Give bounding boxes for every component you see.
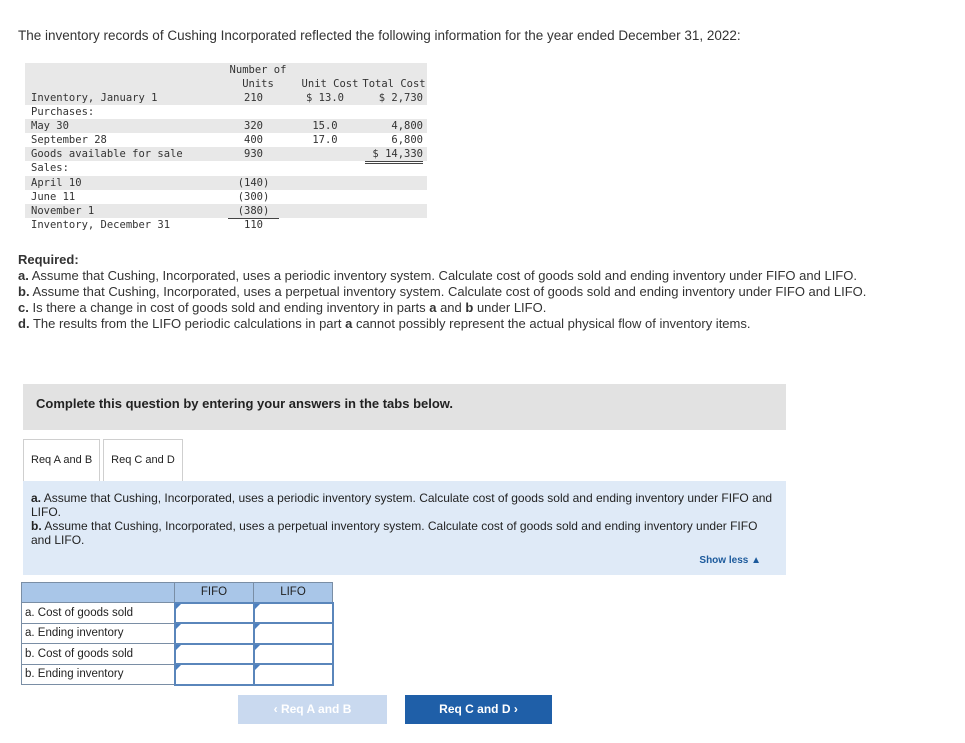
row-unit-cost: $ 13.0	[306, 92, 344, 104]
req-text: The results from the LIFO periodic calculations in part	[32, 316, 346, 331]
table-row	[25, 161, 427, 175]
requirement-a	[18, 268, 878, 284]
req-text: under LIFO.	[473, 300, 547, 315]
row-label: May 30	[31, 120, 69, 133]
tab-bar	[23, 439, 186, 481]
row-label: September 28	[31, 134, 107, 147]
req-text: cannot possibly represent the actual physical flow of inventory items.	[352, 316, 751, 331]
row-label: Goods available for sale	[31, 148, 183, 161]
instruction-panel	[23, 481, 786, 575]
required-title: Required:	[18, 252, 79, 267]
intro-text: The inventory records of Cushing Incorporated reflected the following information for the year ended December 31, 2022:	[18, 28, 741, 43]
lifo-ending-inventory-periodic-input[interactable]	[254, 623, 333, 644]
requirement-d	[18, 316, 878, 332]
unit-cost-header: Unit Cost	[301, 78, 359, 90]
tab-req-c-and-d[interactable]: Req C and D	[103, 439, 183, 481]
inventory-table-header	[25, 63, 427, 91]
table-row	[22, 644, 333, 665]
req-letter: d.	[18, 316, 30, 331]
lifo-cogs-perpetual-input[interactable]	[254, 644, 333, 665]
requirement-c	[18, 300, 878, 316]
table-row	[22, 623, 333, 644]
fifo-header: FIFO	[175, 583, 254, 603]
row-label: Inventory, December 31	[31, 218, 171, 231]
row-total-cost: $ 14,330	[365, 147, 423, 164]
row-units: (140)	[237, 176, 270, 189]
row-units: (380)	[228, 204, 279, 219]
units-header-line2: Units	[242, 78, 274, 90]
lifo-header: LIFO	[254, 583, 333, 603]
prev-tab-button[interactable]: ‹ Req A and B	[238, 695, 387, 724]
row-total-cost: $ 2,730	[378, 92, 423, 104]
next-tab-button[interactable]: Req C and D ›	[405, 695, 552, 724]
panel-part-b	[31, 519, 778, 547]
table-row	[25, 91, 427, 105]
table-row	[25, 204, 427, 218]
row-units: 400	[228, 133, 279, 148]
req-text: Assume that Cushing, Incorporated, uses a perpetual inventory system. Calculate cost of goods sold and ending inventory under FIFO and LIFO.	[32, 284, 867, 299]
lifo-ending-inventory-perpetual-input[interactable]	[254, 664, 333, 685]
panel-letter: a.	[31, 491, 42, 505]
table-row	[25, 176, 427, 190]
input-marker-icon	[176, 624, 181, 629]
req-part-ref: b	[465, 300, 474, 315]
answer-row-label: b. Cost of goods sold	[22, 644, 175, 665]
panel-text: Assume that Cushing, Incorporated, uses a periodic inventory system. Calculate cost of goods sold and ending inventory under FIFO and LIFO.	[31, 491, 773, 519]
row-units: 110	[244, 218, 263, 231]
fifo-ending-inventory-periodic-input[interactable]	[175, 623, 254, 644]
fifo-cogs-perpetual-input[interactable]	[175, 644, 254, 665]
table-row	[25, 105, 427, 119]
row-unit-cost: 17.0	[312, 134, 338, 147]
answer-row-label: b. Ending inventory	[22, 664, 175, 685]
input-marker-icon	[176, 604, 181, 609]
table-row	[25, 147, 427, 161]
row-label: April 10	[31, 176, 82, 189]
input-marker-icon	[176, 665, 181, 670]
req-text: Is there a change in cost of goods sold and ending inventory in parts	[32, 300, 430, 315]
requirement-b	[18, 284, 878, 300]
fifo-ending-inventory-perpetual-input[interactable]	[175, 664, 254, 685]
input-marker-icon	[255, 665, 260, 670]
input-marker-icon	[255, 624, 260, 629]
row-label: Inventory, January 1	[31, 92, 158, 104]
table-row	[25, 190, 427, 204]
panel-part-a	[31, 491, 778, 519]
row-units: (300)	[237, 190, 270, 203]
panel-letter: b.	[31, 519, 42, 533]
table-row	[25, 133, 427, 147]
panel-text: Assume that Cushing, Incorporated, uses a perpetual inventory system. Calculate cost of goods sold and ending inventory under FIFO and LIFO.	[31, 519, 758, 547]
req-letter: c.	[18, 300, 29, 315]
fifo-cogs-periodic-input[interactable]	[175, 603, 254, 624]
req-part-ref: a	[345, 316, 353, 331]
complete-banner: Complete this question by entering your answers in the tabs below.	[23, 384, 786, 430]
req-letter: b.	[18, 284, 30, 299]
units-header-line1: Number of	[229, 64, 287, 76]
row-label: Purchases:	[31, 106, 95, 119]
total-cost-header: Total Cost	[362, 78, 426, 90]
row-units: 210	[244, 92, 263, 104]
req-text: Assume that Cushing, Incorporated, uses a periodic inventory system. Calculate cost of goods sold and ending inventory under FIFO and LIFO.	[31, 268, 857, 283]
requirements	[18, 252, 878, 332]
req-text: and	[436, 300, 466, 315]
answer-row-label: a. Ending inventory	[22, 623, 175, 644]
row-units: 930	[244, 148, 263, 161]
answer-table-header	[22, 583, 333, 603]
answer-table	[21, 582, 334, 686]
req-letter: a.	[18, 268, 29, 283]
input-marker-icon	[176, 645, 181, 650]
table-row	[22, 664, 333, 685]
req-part-ref: a	[429, 300, 437, 315]
row-unit-cost: 15.0	[312, 120, 338, 133]
show-less-link[interactable]: Show less ▲	[699, 555, 761, 566]
inventory-table	[25, 63, 427, 232]
tab-req-a-and-b[interactable]: Req A and B	[23, 439, 100, 481]
header-blank	[22, 583, 175, 603]
row-label: Sales:	[31, 162, 69, 175]
row-total-cost: 4,800	[391, 120, 423, 133]
input-marker-icon	[255, 645, 260, 650]
row-units: 320	[244, 120, 263, 133]
table-row	[25, 218, 427, 232]
row-label: June 11	[31, 190, 76, 203]
lifo-cogs-periodic-input[interactable]	[254, 603, 333, 624]
input-marker-icon	[255, 604, 260, 609]
table-row	[25, 119, 427, 133]
answer-row-label: a. Cost of goods sold	[22, 603, 175, 624]
row-total-cost: 6,800	[365, 133, 423, 148]
row-label: November 1	[31, 204, 95, 217]
table-row	[22, 603, 333, 624]
